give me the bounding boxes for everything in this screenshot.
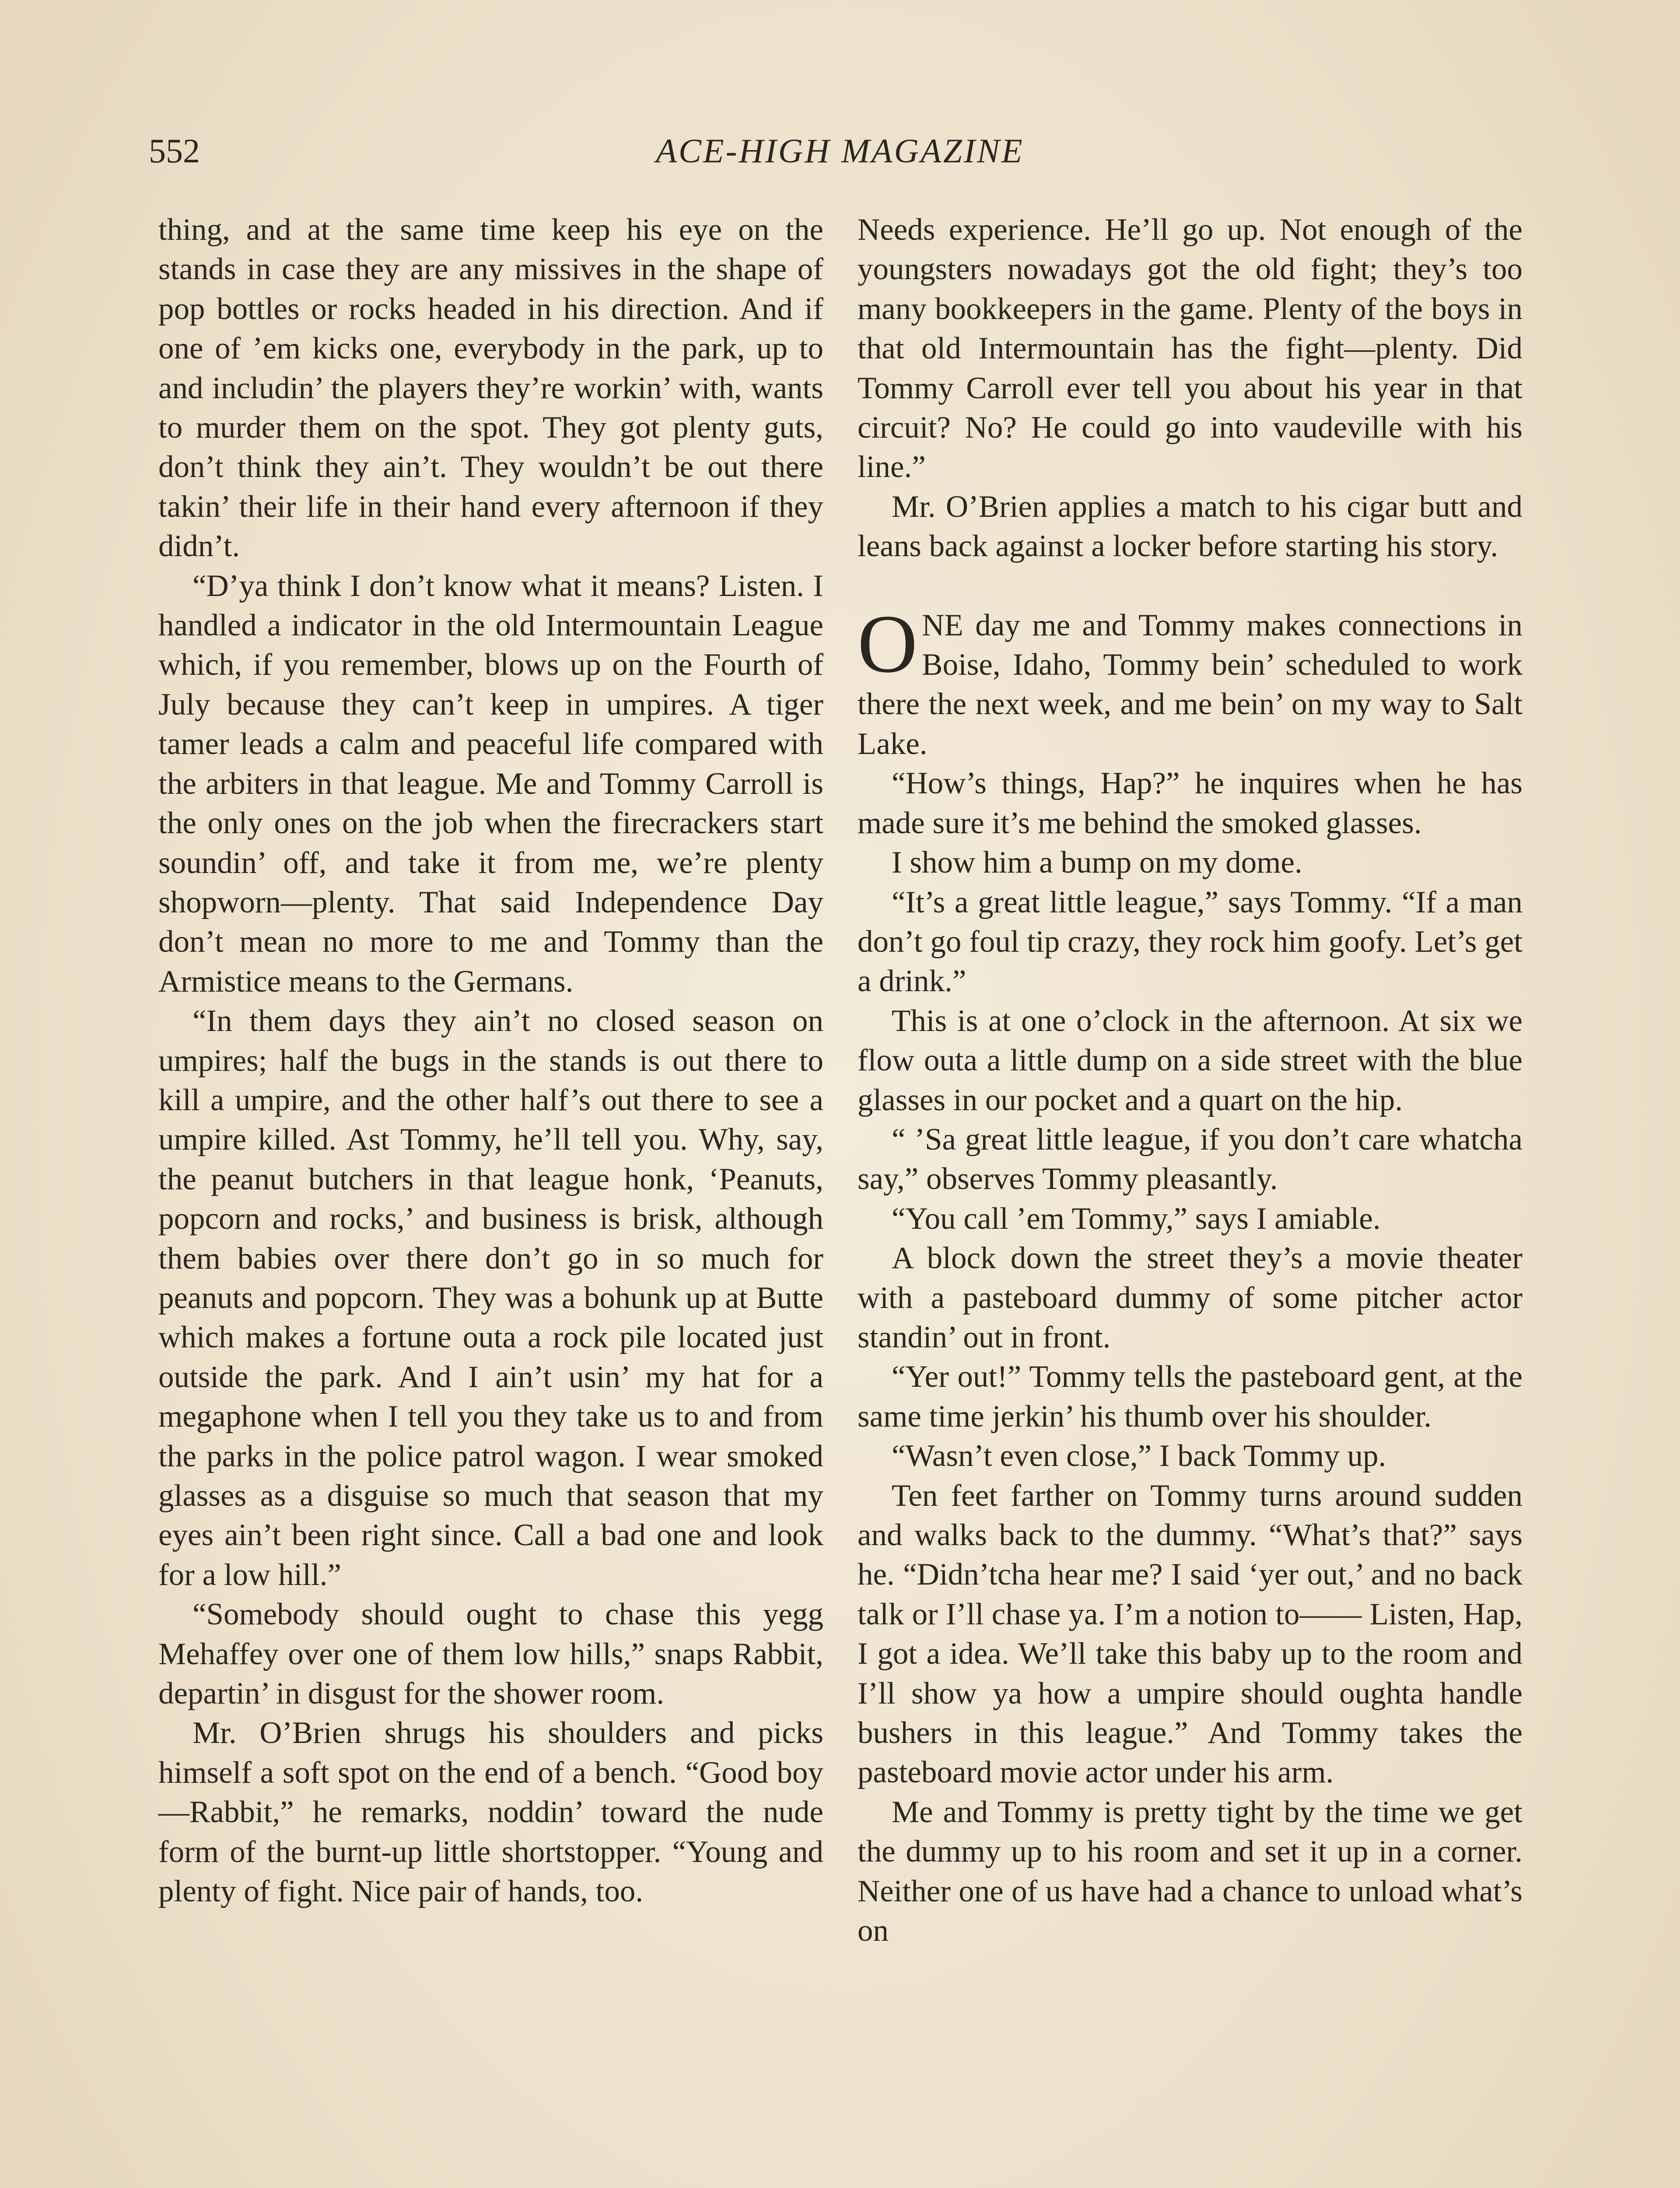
- paragraph: Me and Tommy is pretty tight by the time we get the dummy up to his room and set it up in a corner. Neither one of us have had a chance to unload what’s on: [858, 1795, 1522, 1948]
- paragraph: “ ’Sa great little league, if you don’t care whatcha say,” observes Tommy pleasantly.: [858, 1122, 1522, 1196]
- paragraph: “D’ya think I don’t know what it means? Listen. I handled a indicator in the old Intermountain League which, if you remember, blows up on the Fourth of July because they can’t keep in umpires. A tiger tamer leads a calm and peaceful life compared with the arbiters in that league. Me and Tommy Carroll is the only ones on the job when the firecrackers start soundin’ off, and take it from me, we’re plenty shopworn—plenty. That said Independence Day don’t mean no more to me and Tommy than the Armistice means to the Germans.: [158, 568, 823, 999]
- running-head: ACE-HIGH MAGAZINE: [656, 132, 1024, 170]
- paragraph: “In them days they ain’t no closed season on umpires; half the bugs in the stands is out there to kill a umpire, and the other half’s out there to see a umpire killed. Ast Tommy, he’ll tell you. Why, say, the peanut butchers in that league honk, ‘Peanuts, popcorn and rocks,’ and business is brisk, although them babies over there don’t go in so much for peanuts and popcorn. They was a bohunk up at Butte which makes a fortune outa a rock pile located just outside the park. And I ain’t usin’ my hat for a megaphone when I tell you they take us to and from the parks in the police patrol wagon. I wear smoked glasses as a disguise so much that season that my eyes ain’t been right since. Call a bad one and look for a low hill.”: [158, 1004, 823, 1592]
- paragraph: “Wasn’t even close,” I back Tommy up.: [892, 1439, 1386, 1473]
- paragraph: “Yer out!” Tommy tells the pasteboard gent, at the same time jerkin’ his thumb over his shoulder.: [858, 1360, 1522, 1434]
- page-header: [149, 127, 1531, 179]
- section-start-text: NE day me and Tommy makes connections in Boise, Idaho, Tommy bein’ scheduled to work there the next week, and me bein’ on my way to Salt Lake.: [858, 608, 1522, 761]
- paragraph: “Somebody should ought to chase this yegg Mehaffey over one of them low hills,” snaps Rabbit, departin’ in disgust for the shower room.: [158, 1597, 823, 1711]
- right-column: [858, 210, 1522, 1950]
- section-start-paragraph: [858, 598, 1522, 764]
- paragraph: A block down the street they’s a movie theater with a pasteboard dummy of some pitcher actor standin’ out in front.: [858, 1241, 1522, 1354]
- paragraph: “How’s things, Hap?” he inquires when he has made sure it’s me behind the smoked glasses.: [858, 766, 1522, 840]
- paragraph: This is at one o’clock in the afternoon. At six we flow outa a little dump on a side street with the blue glasses in our pocket and a quart on the hip.: [858, 1003, 1522, 1117]
- paragraph: Mr. O’Brien applies a match to his cigar butt and leans back against a locker before starting his story.: [858, 489, 1522, 564]
- left-column: [158, 210, 823, 1911]
- paragraph: Mr. O’Brien shrugs his shoulders and picks himself a soft spot on the end of a bench. “Good boy—Rabbit,” he remarks, noddin’ toward the nude form of the burnt-up little shortstopper. “Young and plenty of fight. Nice pair of hands, too.: [158, 1716, 823, 1909]
- paragraph: Needs experience. He’ll go up. Not enough of the youngsters nowadays got the old fight; they’s too many bookkeepers in the game. Plenty of the boys in that old Intermountain has the fight—plenty. Did Tommy Carroll ever tell you about his year in that circuit? No? He could go into vaudeville with his line.”: [858, 213, 1522, 484]
- paragraph: “You call ’em Tommy,” says I amiable.: [892, 1201, 1381, 1236]
- page-number: 552: [149, 132, 200, 170]
- paragraph: thing, and at the same time keep his eye on the stands in case they are any missives in the shape of pop bottles or rocks headed in his direction. And if one of ’em kicks one, everybody in the park, up to and includin’ the players they’re workin’ with, wants to murder them on the spot. They got plenty guts, don’t think they ain’t. They wouldn’t be out there takin’ their life in their hand every afternoon if they didn’t.: [158, 213, 823, 564]
- paragraph: I show him a bump on my dome.: [892, 845, 1302, 880]
- paragraph: Ten feet farther on Tommy turns around sudden and walks back to the dummy. “What’s that?” says he. “Didn’tcha hear me? I said ‘yer out,’ and no back talk or I’ll chase ya. I’m a notion to—— Listen, Hap, I got a idea. We’ll take this baby up to the room and I’ll show ya how a umpire should oughta handle bushers in this league.” And Tommy takes the pasteboard movie actor under his arm.: [858, 1478, 1522, 1790]
- drop-cap: O: [858, 598, 918, 690]
- paragraph: “It’s a great little league,” says Tommy. “If a man don’t go foul tip crazy, they rock him goofy. Let’s get a drink.”: [858, 885, 1522, 999]
